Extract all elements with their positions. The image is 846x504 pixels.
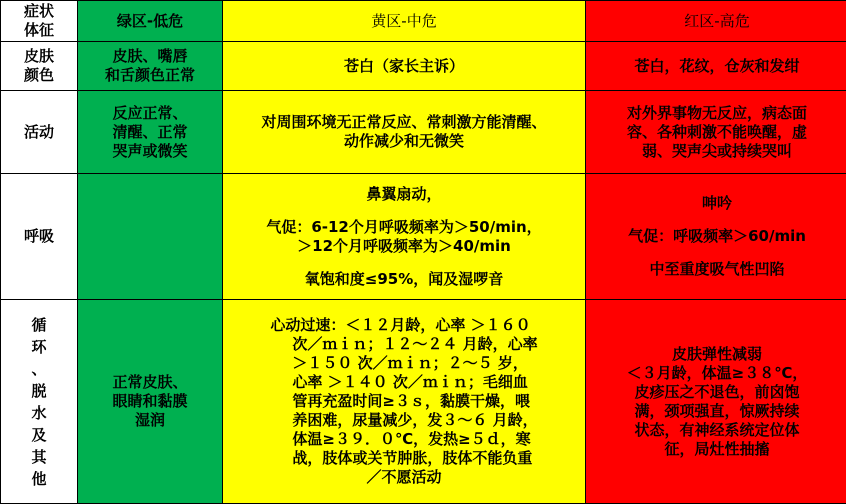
skin-label-cell [1,42,78,91]
breathing-yellow-line3: ＞12个月呼吸频率为＞40/min [223,237,585,256]
header-symptom-line1: 症状 [1,2,77,21]
breathing-row [1,174,846,300]
skin-label-line1: 皮肤 [1,47,77,66]
circulation-yellow-line: 管再充盈时间≥３ｓ，黏膜干燥，喂 [270,392,537,411]
breathing-label-cell: 呼吸 [1,174,78,300]
activity-green-line3: 哭声或微笑 [78,142,222,161]
circulation-red-line: 皮肤弹性减弱 [586,345,846,364]
circulation-yellow-text [270,316,537,487]
breathing-red-line2: 气促：呼吸频率＞60/min [586,227,846,246]
circulation-red-cell [586,300,846,504]
header-symptom-line2: 体征 [1,21,77,40]
breathing-yellow-line4: 氧饱和度≤95%，闻及湿啰音 [223,270,585,289]
circulation-red-line: ＜３月龄，体温≥３８℃， [586,364,846,383]
breathing-red-gap2 [586,246,846,260]
breathing-red-cell [586,174,846,300]
header-red: 红区-高危 [586,1,846,42]
circulation-yellow-line: ／不愿活动 [270,468,537,487]
skin-label-line2: 颜色 [1,66,77,85]
circulation-label-cell [1,300,78,504]
breathing-yellow-line1: 鼻翼扇动， [223,185,585,204]
activity-label-cell: 活动 [1,91,78,174]
circulation-yellow-line: 战，肢体或关节肿胀，肢体不能负重 [270,449,537,468]
skin-yellow-cell: 苍白（家长主诉） [223,42,586,91]
skin-green-cell [78,42,223,91]
breathing-yellow-gap1 [223,204,585,218]
activity-row [1,91,846,174]
skin-row [1,42,846,91]
skin-green-line2: 和舌颜色正常 [78,66,222,85]
header-yellow: 黄区-中危 [223,1,586,42]
circulation-yellow-line: ＞１５０ 次／ｍｉｎ；２～５ 岁， [270,354,537,373]
circulation-red-line: 状态，有神经系统定位体 [586,421,846,440]
circulation-red-line: 满，颈项强直，惊厥持续 [586,402,846,421]
circulation-green-line2: 眼睛和黏膜 [78,392,222,411]
circulation-red-line: 皮疹压之不退色，前囟饱 [586,383,846,402]
breathing-red-gap1 [586,213,846,227]
header-symptom-cell [1,1,78,42]
activity-yellow-line2: 动作减少和无微笑 [223,132,585,151]
circulation-yellow-cell [223,300,586,504]
circulation-label-char: 他 [1,468,77,490]
skin-red-cell: 苍白，花纹，仓灰和发绀 [586,42,846,91]
activity-yellow-line1: 对周围环境无正常反应、常刺激方能清醒、 [223,113,585,132]
activity-green-line1: 反应正常、 [78,104,222,123]
breathing-yellow-line2: 气促：6-12个月呼吸频率为＞50/min， [223,218,585,237]
circulation-red-line: 征，局灶性抽搐 [586,440,846,459]
activity-red-line3: 弱、哭声尖或持续哭叫 [586,142,846,161]
circulation-row [1,300,846,504]
breathing-red-line1: 呻吟 [586,194,846,213]
circulation-label-char: 、 [1,358,77,380]
circulation-label-char: 脱 [1,380,77,402]
activity-yellow-cell [223,91,586,174]
activity-red-line1: 对外界事物无反应，病态面 [586,104,846,123]
circulation-label-char: 环 [1,336,77,358]
circulation-green-line3: 湿润 [78,411,222,430]
skin-green-line1: 皮肤、嘴唇 [78,47,222,66]
header-green: 绿区-低危 [78,1,223,42]
breathing-green-cell [78,174,223,300]
circulation-yellow-line: 心率 ＞１４０ 次／ｍｉｎ；毛细血 [270,373,537,392]
circulation-green-line1: 正常皮肤、 [78,373,222,392]
circulation-label-char: 其 [1,446,77,468]
circulation-label-char: 循 [1,314,77,336]
circulation-label-char: 及 [1,424,77,446]
circulation-green-cell [78,300,223,504]
breathing-yellow-cell [223,174,586,300]
circulation-yellow-line: 次／ｍｉｎ；１２～２４ 月龄，心率 [270,335,537,354]
activity-red-cell [586,91,846,174]
activity-red-line2: 容、各种刺激不能唤醒，虚 [586,123,846,142]
breathing-yellow-gap2 [223,256,585,270]
activity-green-line2: 清醒、正常 [78,123,222,142]
header-row [1,1,846,42]
breathing-red-line3: 中至重度吸气性凹陷 [586,260,846,279]
circulation-yellow-line: 养困难，尿量减少，发３～６ 月龄， [270,411,537,430]
circulation-yellow-line: 体温≥３９．０℃，发热≥５ｄ，寒 [270,430,537,449]
circulation-label-char: 水 [1,402,77,424]
activity-green-cell [78,91,223,174]
circulation-yellow-line: 心动过速：＜１２月龄，心率 ＞１６０ [270,316,537,335]
